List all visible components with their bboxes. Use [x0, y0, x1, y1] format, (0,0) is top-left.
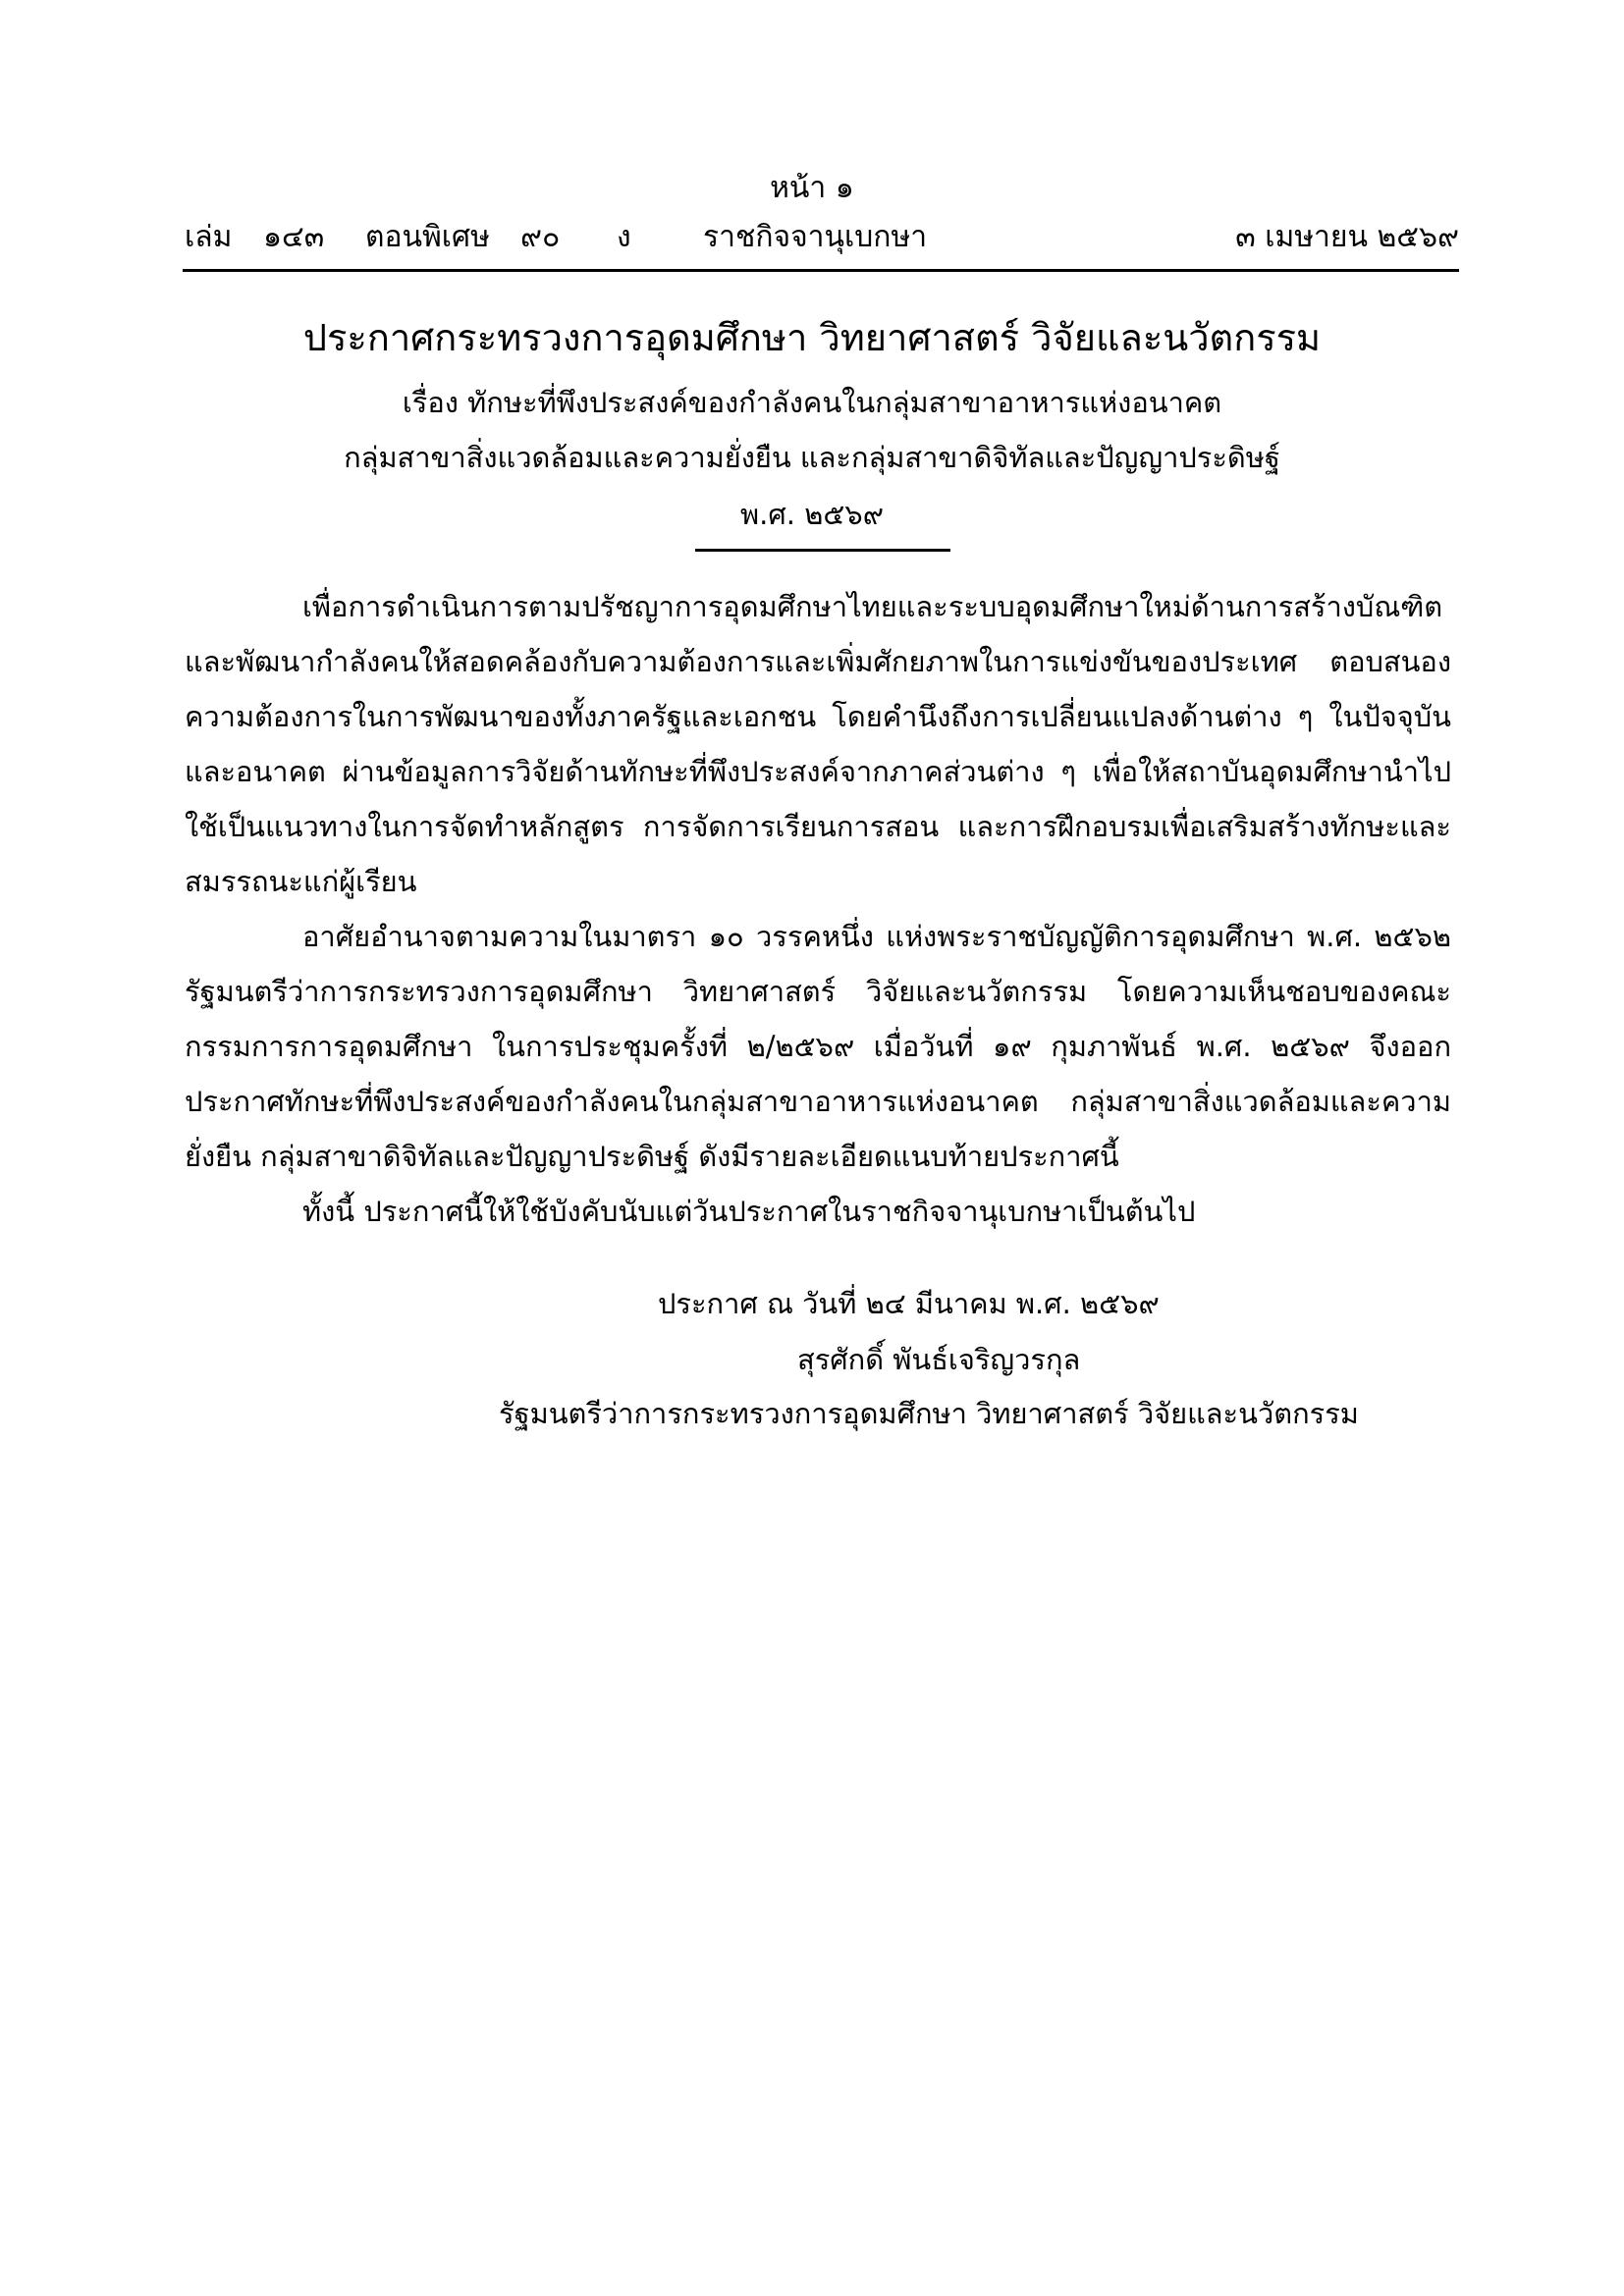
header-divider	[183, 269, 1459, 272]
gazette-name: ราชกิจจานุเบกษา	[703, 220, 928, 254]
page-number: หน้า ๑	[770, 171, 854, 205]
title-divider	[695, 549, 950, 552]
signatory-position: รัฐมนตรีว่าการกระทรวงการอุดมศึกษา วิทยาศาสตร์ วิจัยและนวัตกรรม	[499, 1397, 1359, 1430]
body-paragraph-3-block	[185, 1184, 1451, 1239]
body-paragraph-1: เพื่อการดำเนินการตามปรัชญาการอุดมศึกษาไทยและระบบอุดมศึกษาใหม่ด้านการสร้างบัณฑิตและพัฒนากำลังคนให้สอดคล้องกับความต้องการและเพิ่มศักยภาพในการแข่งขันของประเทศ ตอบสนองความต้องการในการพัฒนาของทั้งภาครัฐและเอกชน โดยคำนึงถึงการเปลี่ยนแปลงด้านต่าง ๆ ในปัจจุบันและอนาคต ผ่านข้อมูลการวิจัยด้านทักษะที่พึงประสงค์จากภาคส่วนต่าง ๆ เพื่อให้สถาบันอุดมศึกษานำไปใช้เป็นแนวทางในการจัดทำหลักสูตร การจัดการเรียนการสอน และการฝึกอบรมเพื่อเสริมสร้างทักษะและสมรรถนะแก่ผู้เรียน	[185, 590, 1451, 898]
volume-label: เล่ม	[185, 220, 233, 254]
subject-line-2: กลุ่มสาขาสิ่งแวดล้อมและความยั่งยืน และกลุ่มสาขาดิจิทัลและปัญญาประดิษฐ์	[344, 441, 1280, 474]
body-paragraph-2-block	[185, 909, 1451, 1184]
body-paragraph-3: ทั้งนี้ ประกาศนี้ให้ใช้บังคับนับแต่วันประกาศในราชกิจจานุเบกษาเป็นต้นไป	[302, 1195, 1196, 1228]
section-letter: ง	[617, 220, 631, 254]
announcement-title: ประกาศกระทรวงการอุดมศึกษา วิทยาศาสตร์ วิจัยและนวัตกรรม	[302, 316, 1322, 359]
signatory-name: สุรศักดิ์ พันธ์เจริญวรกุล	[797, 1343, 1081, 1376]
announcement-year: พ.ศ. ๒๕๖๙	[740, 498, 884, 531]
announced-date: ประกาศ ณ วันที่ ๒๔ มีนาคม พ.ศ. ๒๕๖๙	[658, 1287, 1160, 1320]
publication-date: ๓ เมษายน ๒๕๖๙	[1235, 220, 1459, 254]
body-paragraph-2: อาศัยอำนาจตามความในมาตรา ๑๐ วรรคหนึ่ง แห่งพระราชบัญญัติการอุดมศึกษา พ.ศ. ๒๕๖๒ รัฐมนตรีว่าการกระทรวงการอุดมศึกษา วิทยาศาสตร์ วิจัยและนวัตกรรม โดยความเห็นชอบของคณะกรรมการการอุดมศึกษา ในการประชุมครั้งที่ ๒/๒๕๖๙ เมื่อวันที่ ๑๙ กุมภาพันธ์ พ.ศ. ๒๕๖๙ จึงออกประกาศทักษะที่พึงประสงค์ของกำลังคนในกลุ่มสาขาอาหารแห่งอนาคต กลุ่มสาขาสิ่งแวดล้อมและความยั่งยืน กลุ่มสาขาดิจิทัลและปัญญาประดิษฐ์ ดังมีรายละเอียดแนบท้ายประกาศนี้	[185, 920, 1451, 1173]
issue-number: ๙๐	[520, 220, 561, 254]
body-paragraph-1-block	[185, 579, 1451, 909]
subject-line-1: เรื่อง ทักษะที่พึงประสงค์ของกำลังคนในกลุ่มสาขาอาหารแห่งอนาคต	[402, 386, 1222, 419]
issue-label: ตอนพิเศษ	[365, 220, 490, 254]
volume-number: ๑๔๓	[263, 220, 325, 254]
